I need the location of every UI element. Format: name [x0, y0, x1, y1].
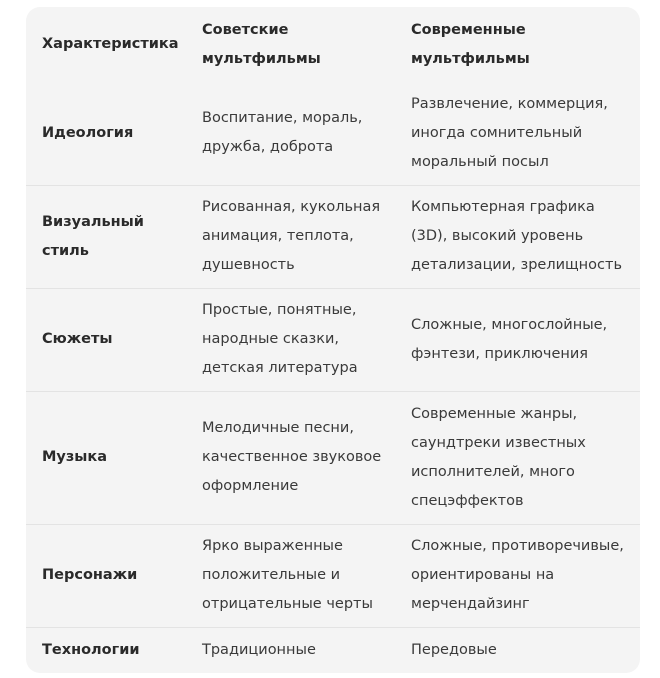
- modern-cell: Сложные, многослойные, фэнтези, приключения: [411, 316, 608, 362]
- modern-cell: Сложные, противоречивые, ориентированы на мерчендайзинг: [411, 538, 624, 612]
- table-row: [26, 524, 640, 627]
- header-soviet: Советские мультфильмы: [202, 21, 321, 67]
- row-label: Технологии: [42, 641, 140, 658]
- table-row: [26, 391, 640, 524]
- modern-cell: Передовые: [411, 641, 497, 658]
- soviet-cell: Воспитание, мораль, дружба, доброта: [202, 110, 363, 156]
- soviet-cell: Мелодичные песни, качественное звуковое оформление: [202, 420, 382, 494]
- table-row: [26, 627, 640, 673]
- row-label: Сюжеты: [42, 331, 113, 347]
- soviet-cell: Традиционные: [202, 641, 316, 658]
- modern-cell: Развлечение, коммерция, иногда сомнительный моральный посыл: [411, 95, 608, 170]
- soviet-cell: Рисованная, кукольная анимация, теплота, душевность: [202, 199, 381, 273]
- comparison-table: [26, 7, 640, 673]
- row-label: Идеология: [42, 124, 134, 141]
- row-label: Персонажи: [42, 567, 138, 583]
- row-label: Музыка: [42, 449, 108, 465]
- modern-cell: Современные жанры, саундтреки известных исполнителей, много спецэффектов: [411, 405, 586, 509]
- table-row: [26, 185, 640, 288]
- modern-cell: Компьютерная графика (3D), высокий уровень детализации, зрелищность: [411, 199, 623, 273]
- header-modern: Современные мультфильмы: [411, 21, 530, 67]
- row-label: Визуальный стиль: [42, 213, 144, 259]
- soviet-cell: Ярко выраженные положительные и отрицательные черты: [202, 538, 373, 612]
- comparison-table-container: [26, 7, 640, 673]
- table-row: [26, 82, 640, 185]
- soviet-cell: Простые, понятные, народные сказки, детская литература: [202, 302, 358, 376]
- table-row: [26, 288, 640, 391]
- table-header-row: [26, 7, 640, 82]
- header-characteristic: Характеристика: [42, 36, 179, 52]
